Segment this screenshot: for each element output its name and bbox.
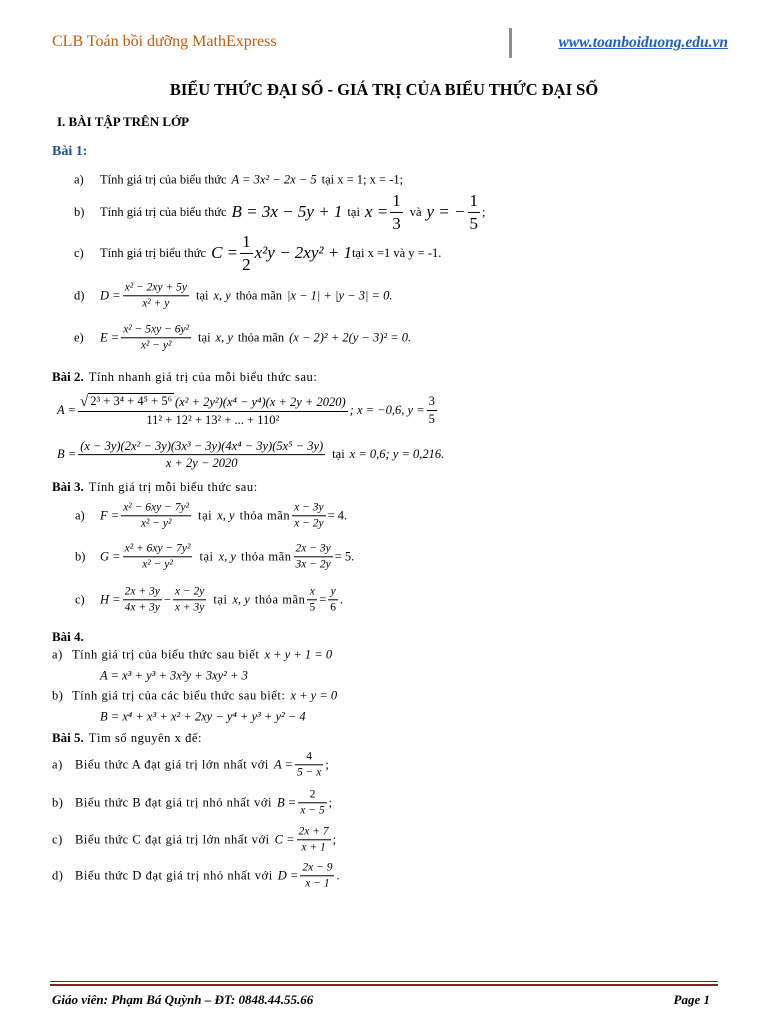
item-text: Tính giá trị của biểu thức <box>100 204 227 219</box>
section-heading: I. BÀI TẬP TRÊN LỚP <box>57 114 190 129</box>
numerator-factors: (x² + 2y²)(x⁴ − y⁴)(x + 2y + 2020) <box>174 395 346 410</box>
expression-lhs: D = <box>100 288 121 303</box>
exercise-3-heading: Bài 3. <box>52 479 84 494</box>
condition-rhs: = 4. <box>327 508 348 523</box>
y-lhs: y = − <box>426 202 466 221</box>
denominator: 3 <box>392 213 401 233</box>
fraction <box>121 501 191 530</box>
radical-sign: √ <box>79 393 89 410</box>
exercise-2-expression-b <box>57 439 444 471</box>
expression: B = 3x − 5y + 1 <box>231 202 343 221</box>
expression-lhs: D = <box>277 868 299 883</box>
exercise-3b <box>75 542 354 571</box>
denominator: x² − y² <box>140 339 172 352</box>
denominator: 4x + 3y <box>124 601 160 614</box>
fraction <box>390 191 403 233</box>
denominator: 5 <box>428 411 435 426</box>
exercise-3-heading-row <box>52 479 258 495</box>
exercise-2-expression-a <box>57 393 439 427</box>
item-text: Tính giá trị biểu thức <box>100 245 207 260</box>
minus-operator: − <box>163 592 171 607</box>
fraction <box>78 439 325 471</box>
exercise-2-heading-row <box>52 369 317 385</box>
denominator: x − 1 <box>305 877 330 890</box>
numerator: 2x − 3y <box>294 542 333 557</box>
variables: x, y <box>218 549 236 564</box>
numerator: x² − 2xy + 5y <box>123 281 189 296</box>
item-label: d) <box>74 288 85 303</box>
item-label: e) <box>74 330 84 345</box>
exercise-4a <box>52 648 332 663</box>
denominator: 3x − 2y <box>295 558 331 571</box>
item-text: Biểu thức D đạt giá trị nhỏ nhất với <box>75 868 273 883</box>
variables: x, y <box>213 288 231 303</box>
item-label: a) <box>74 172 84 187</box>
denominator: 5 <box>309 601 316 614</box>
denominator: 11² + 12² + 13² + ... + 110² <box>146 412 280 427</box>
variables: x, y <box>215 330 233 345</box>
fraction <box>297 825 331 854</box>
numerator: 1 <box>390 191 403 213</box>
condition: tại x = 1; x = -1; <box>321 172 404 187</box>
numerator: x² − 5xy − 6y² <box>121 323 191 338</box>
numerator: 4 <box>295 750 323 765</box>
numerator: 3 <box>427 394 437 410</box>
expression-lhs: C = <box>274 832 295 847</box>
numerator: 2x + 3y <box>123 585 162 600</box>
values: ; x = −0,6, y = <box>349 402 425 417</box>
numerator: 2x + 7 <box>297 825 331 840</box>
exercise-5-heading: Bài 5. <box>52 730 84 745</box>
fraction <box>123 542 193 571</box>
square-root <box>80 393 174 410</box>
exercise-2-instruction: Tính nhanh giá trị của mỗi biểu thức sau: <box>88 369 318 384</box>
item-label: c) <box>52 832 63 847</box>
at-word: tại <box>195 288 209 303</box>
such-that: thỏa mãn <box>237 330 285 345</box>
exercise-5d <box>52 861 340 890</box>
at-word: tại <box>347 204 360 219</box>
item-text: Tính giá trị của các biểu thức sau biết: <box>72 688 286 703</box>
expression-lhs: A = <box>273 757 293 772</box>
exercise-5c <box>52 825 337 854</box>
numerator <box>78 393 348 412</box>
denominator: 2 <box>242 254 251 274</box>
exercise-5-instruction: Tìm số nguyên x để: <box>88 730 203 745</box>
end-mark: ; <box>328 795 333 810</box>
item-label: c) <box>74 245 84 260</box>
footer-teacher: Giáo viên: Phạm Bá Quỳnh – ĐT: 0848.44.55.66 <box>52 992 314 1007</box>
numerator: 1 <box>240 232 253 254</box>
item-label: b) <box>52 795 64 810</box>
item-label: a) <box>75 508 85 523</box>
expression-lhs: C = <box>211 243 239 262</box>
fraction <box>173 585 206 614</box>
expression-lhs: B = <box>277 795 297 810</box>
numerator: 2x − 9 <box>300 861 334 876</box>
expression-lhs: F = <box>100 508 120 523</box>
fraction <box>427 394 437 426</box>
exercise-1b <box>74 191 486 233</box>
such-that: thỏa mãn <box>239 508 291 523</box>
expression-lhs: H = <box>100 592 121 607</box>
fraction <box>123 585 162 614</box>
at-word: tại <box>199 549 214 564</box>
fraction <box>78 393 348 427</box>
expression-lhs: A = <box>57 402 76 417</box>
denominator: 5 − x <box>296 766 322 779</box>
exercise-4b-expression: B = x⁴ + x³ + x² + 2xy − y⁴ + y³ + y² − 4 <box>100 709 306 724</box>
x-lhs: x = <box>364 202 389 221</box>
item-label: b) <box>52 688 64 703</box>
fraction <box>295 750 323 779</box>
numerator: 1 <box>468 191 481 213</box>
at-word: tại <box>332 447 345 462</box>
exercise-5-heading-row <box>52 730 202 746</box>
exercise-1c <box>74 232 441 274</box>
condition-fraction <box>294 542 333 571</box>
numerator: x − 2y <box>173 585 206 600</box>
such-that: thỏa mãn <box>235 288 283 303</box>
end-mark: ; <box>325 757 330 772</box>
numerator: x² − 6xy − 7y² <box>121 501 191 516</box>
variables: x, y <box>232 592 250 607</box>
denominator: 5 <box>469 213 479 233</box>
equals-sign: = <box>319 592 327 607</box>
denominator: x + 2y − 2020 <box>165 456 238 471</box>
such-that: thỏa mãn <box>254 592 306 607</box>
fraction <box>468 191 481 233</box>
item-label: d) <box>52 868 64 883</box>
exercise-3a <box>75 501 347 530</box>
denominator: x² − y² <box>142 558 173 571</box>
item-label: a) <box>52 757 63 772</box>
numerator: 2 <box>298 788 326 803</box>
at-word: tại <box>198 330 211 345</box>
exercise-1d <box>74 281 392 310</box>
exercise-1e <box>74 323 411 352</box>
exercise-4a-expression: A = x³ + y³ + 3x²y + 3xy² + 3 <box>100 668 248 683</box>
exercise-1-heading: Bài 1: <box>52 144 88 159</box>
end-mark: . <box>340 592 344 607</box>
such-that: thỏa mãn <box>240 549 292 564</box>
exercise-1a <box>74 173 403 188</box>
fraction <box>121 323 191 352</box>
numerator: x − 3y <box>292 501 325 516</box>
item-text: Tính giá trị của biểu thức sau biết <box>72 647 260 662</box>
end-mark: ; <box>332 832 337 847</box>
denominator: x + 1 <box>301 841 326 854</box>
exercise-3-instruction: Tính giá trị mỗi biểu thức sau: <box>88 479 258 494</box>
expression-lhs: B = <box>57 447 77 462</box>
condition-expression: |x − 1| + |y − 3| = 0. <box>287 288 393 303</box>
variables: x, y <box>217 508 235 523</box>
end-mark: ; <box>482 204 486 219</box>
at-word: tại <box>198 508 213 523</box>
item-label: b) <box>74 204 85 219</box>
radicand: 2³ + 3⁴ + 4⁵ + 5⁶ <box>90 394 172 408</box>
item-text: Biểu thức C đạt giá trị lớn nhất với <box>75 832 270 847</box>
item-label: a) <box>52 647 63 662</box>
expression: A = 3x² − 2x − 5 <box>231 172 317 187</box>
denominator: x − 2y <box>294 517 324 530</box>
condition-fraction <box>292 501 325 530</box>
denominator: 6 <box>330 601 336 614</box>
condition-fraction <box>328 585 338 614</box>
denominator: x² − y² <box>140 517 172 530</box>
expression-lhs: G = <box>100 549 121 564</box>
exercise-5b <box>52 788 333 817</box>
end-mark: . <box>336 868 341 883</box>
condition-expression: x + y + 1 = 0 <box>264 647 333 662</box>
expression-lhs: E = <box>100 330 120 345</box>
item-text: Biểu thức B đạt giá trị nhỏ nhất với <box>75 795 273 810</box>
fraction <box>298 788 326 817</box>
condition-rhs: = 5. <box>334 549 355 564</box>
fraction <box>123 281 189 310</box>
fraction <box>300 861 334 890</box>
item-label: c) <box>75 592 85 607</box>
fraction <box>240 232 253 274</box>
header-divider <box>509 28 512 58</box>
exercise-5a <box>52 750 329 779</box>
website-container <box>558 34 728 52</box>
condition-expression: (x − 2)² + 2(y − 3)² = 0. <box>289 330 412 345</box>
at-word: tại <box>213 592 228 607</box>
denominator: x − 5 <box>300 804 325 817</box>
and-word: và <box>409 204 422 219</box>
exercise-4-heading: Bài 4. <box>52 629 84 644</box>
item-text: Biểu thức A đạt giá trị lớn nhất với <box>75 757 269 772</box>
numerator: y <box>328 585 338 600</box>
condition: tại x =1 và y = -1. <box>351 245 442 260</box>
footer-page-number: Page 1 <box>673 992 710 1007</box>
exercise-4b <box>52 689 337 704</box>
item-text: Tính giá trị của biểu thức <box>100 172 227 187</box>
denominator: x + 3y <box>174 601 205 614</box>
footer-rule <box>50 981 718 986</box>
numerator: x <box>307 585 317 600</box>
condition-fraction <box>307 585 317 614</box>
page-title: BIỂU THỨC ĐẠI SỐ - GIÁ TRỊ CỦA BIỂU THỨC ĐẠI SỐ <box>169 80 599 99</box>
club-name: CLB Toán bồi dưỡng MathExpress <box>52 33 277 50</box>
item-label: b) <box>75 549 86 564</box>
denominator: x² + y <box>142 297 170 310</box>
numerator: x² + 6xy − 7y² <box>123 542 193 557</box>
numerator: (x − 3y)(2x² − 3y)(3x³ − 3y)(4x⁴ − 3y)(5x⁵ − 3y) <box>78 439 325 455</box>
exercise-2-heading: Bài 2. <box>52 369 84 384</box>
condition-expression: x + y = 0 <box>290 688 338 703</box>
website-link[interactable]: www.toanboiduong.edu.vn <box>558 34 728 51</box>
exercise-3c <box>75 585 343 614</box>
values: x = 0,6; y = 0,216. <box>349 447 445 462</box>
expression-rest: x²y − 2xy² + 1 <box>254 243 352 262</box>
